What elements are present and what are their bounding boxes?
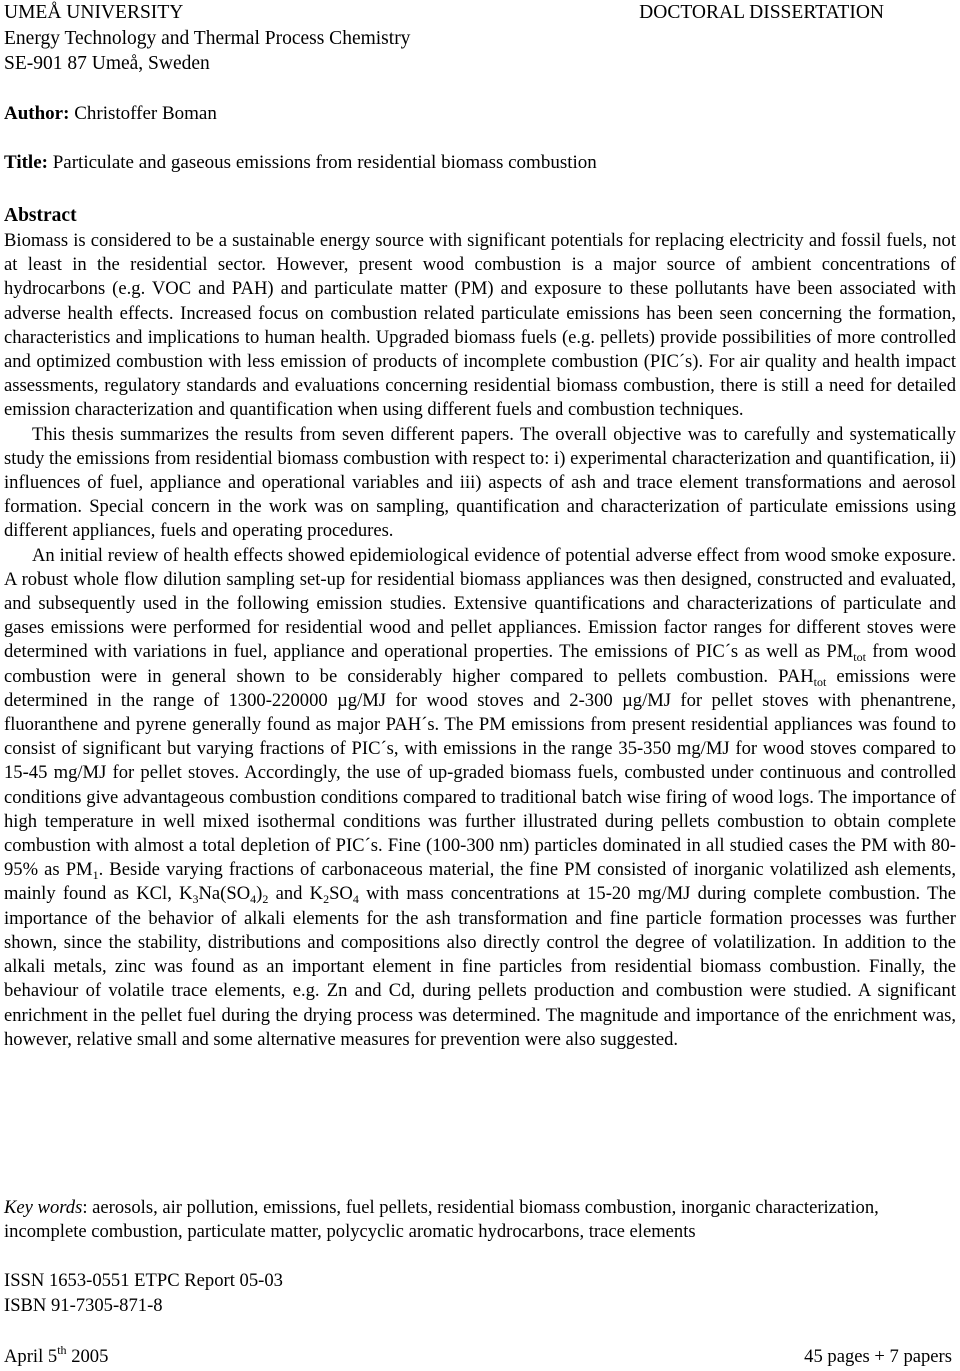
page-header bbox=[4, 0, 956, 78]
university-name: UMEÅ UNIVERSITY bbox=[4, 2, 184, 23]
date-pre: April 5 bbox=[4, 1346, 58, 1367]
issn-line: ISSN 1653-0551 ETPC Report 05-03 bbox=[4, 1270, 283, 1291]
p3-text-f: ) bbox=[256, 883, 263, 905]
keywords-block bbox=[4, 1196, 956, 1244]
title-line bbox=[4, 151, 597, 175]
abstract-heading: Abstract bbox=[4, 205, 77, 226]
author-label: Author: bbox=[4, 103, 70, 124]
so4b-subscript: 4 bbox=[352, 892, 359, 907]
institution-block bbox=[4, 0, 410, 77]
author-name: Christoffer Boman bbox=[74, 103, 217, 124]
p3-text-a: An initial review of health effects showed epidemiological evidence of potential adverse effect from wood smoke exposure. A robust whole flow dilution sampling set-up for residential biomass appliances was then designed, constructed and evaluated, and subsequently used in the following emission studies. Extensive quantifications and characterizations of particulate and gases emissions were performed for residential wood and pellet appliances. Emission factor ranges for different stoves were determined with variations in fuel, appliance and operational properties. The emissions of PIC´s as well as PM bbox=[4, 544, 956, 663]
pah-tot-subscript: tot bbox=[813, 674, 827, 689]
p3-text-b: from wood combustion were in general shown to be considerably higher compared to pellets combustion. PAH bbox=[4, 641, 956, 687]
university-address: SE-901 87 Umeå, Sweden bbox=[4, 53, 210, 74]
keywords-label: Key words bbox=[4, 1197, 83, 1218]
department-name: Energy Technology and Thermal Process Chemistry bbox=[4, 27, 411, 49]
abstract-paragraph-3 bbox=[4, 544, 956, 1052]
so4-subscript: 4 bbox=[250, 892, 257, 907]
p3-text-g: and K bbox=[268, 883, 324, 905]
pm-tot-subscript: tot bbox=[853, 650, 866, 665]
p3-text-c: emissions were determined in the range of 1300-220000 µg/MJ for wood stoves and 2-300 µg/MJ for pellet stoves with phenantrene, fluoranthene and pyrene generally found as major PAH´s. The PM emissions from present residential appliances was found to consist of significant but varying fractions of PIC´s, with emissions in the range 35-350 mg/MJ for wood stoves compared to 15-45 mg/MJ for pellet stoves. Accordingly, the use of up-graded biomass fuels, combusted under continuous and controlled conditions give advantageous combustion conditions compared to traditional batch wise firing of wood logs. The importance of high temperature in well mixed isothermal conditions was further illustrated during pellets combustion to obtain complete combustion with almost a total depletion of PIC´s. Fine (100-300 nm) particles dominated in all studied cases the PM with 80-95% as PM bbox=[4, 665, 956, 881]
abstract-paragraph-2: This thesis summarizes the results from seven different papers. The overall objective was to carefully and systematically study the emissions from residential biomass combustion with respect to: i) experimental characterization and quantification, ii) influences of fuel, appliance and operational variables and iii) aspects of ash and trace element transformations and aerosol formation. Special concern in the work was on sampling, quantification and characterization of particulate emissions using different appliances, fuels and operating procedures. bbox=[4, 423, 956, 542]
p3-text-d: . Beside varying fractions of carbonaceous material, the fine PM consisted of inorganic volatilized ash elements, mainly found as KCl, K bbox=[4, 859, 956, 905]
thesis-title: Particulate and gaseous emissions from residential biomass combustion bbox=[52, 152, 597, 173]
date-ordinal: th bbox=[57, 1343, 67, 1357]
k2-subscript: 2 bbox=[323, 892, 330, 907]
paren-2-subscript: 2 bbox=[262, 892, 269, 907]
k3-subscript: 3 bbox=[192, 892, 199, 907]
p3-text-h: SO bbox=[329, 883, 353, 905]
author-line bbox=[4, 102, 217, 126]
abstract-paragraph-1: Biomass is considered to be a sustainable energy source with significant potentials for replacing electricity and fossil fuels, not at least in the residential sector. However, present wood combustion is a major source of ambient concentrations of hydrocarbons (e.g. VOC and PAH) and particulate matter (PM) and exposure to these pollutants have been associated with adverse health effects. Increased focus on combustion related particulate emissions has been seen concerning the formation, characteristics and implications to human health. Upgraded biomass fuels (e.g. pellets) provide possibilities of more controlled and optimized combustion with less emission of products of incomplete combustion (PIC´s). For air quality and health impact assessments, regulatory standards and evaluations concerning residential biomass combustion, there is still a need for detailed emission characterization and quantification when using different fuels and combustion techniques. bbox=[4, 230, 956, 421]
p3-text-i: with mass concentrations at 15-20 mg/MJ during complete combustion. The importance of the behavior of alkali elements for the ash transformation and fine particle formation processes was further shown, since the stability, distributions and compositions also directly control the degree of volatilization. In addition to the alkali metals, zinc was found as an important element in fine particles from residential biomass combustion. Finally, the behaviour of volatile trace elements, e.g. Zn and Cd, during pellets production and combustion were studied. A significant enrichment in the pellet fuel during the drying process was determined. The magnitude and importance of the enrichment was, however, relative small and some alternative measures for prevention were also suggested. bbox=[4, 883, 956, 1050]
document-type: DOCTORAL DISSERTATION bbox=[639, 2, 884, 23]
keywords-text: : aerosols, air pollution, emissions, fuel pellets, residential biomass combustion, inorganic characterization, incomplete combustion, particulate matter, polycyclic aromatic hydrocarbons, trace elements bbox=[4, 1197, 879, 1243]
page-count: 45 pages + 7 papers bbox=[804, 1346, 952, 1367]
pm1-subscript: 1 bbox=[92, 868, 99, 883]
title-label: Title: bbox=[4, 152, 48, 173]
dissertation-page bbox=[4, 0, 956, 1367]
isbn-line: ISBN 91-7305-871-8 bbox=[4, 1294, 163, 1316]
abstract-body bbox=[4, 229, 956, 1052]
p3-text-e: Na(SO bbox=[198, 883, 251, 905]
date-year: 2005 bbox=[66, 1346, 109, 1367]
defense-date bbox=[4, 1345, 108, 1369]
report-identifiers bbox=[4, 1269, 283, 1318]
